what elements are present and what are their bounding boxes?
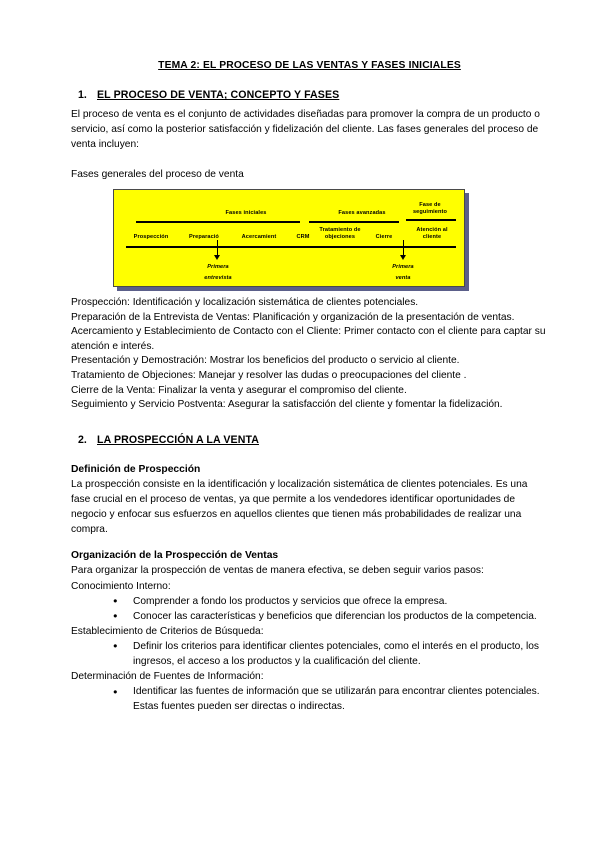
- group-rule-avanzadas: [309, 221, 399, 223]
- section-1-intro: El proceso de venta es el conjunto de actividades diseñadas para promover la compra de un producto o servicio, así como la posterior satisfacción y fidelización del cliente. Las fases generales del proceso de venta incluyen:: [71, 108, 540, 150]
- stage-label-prospeccion: Prospección: [133, 234, 169, 241]
- list-item: ● Conocer las características y beneficios que diferencian los productos de la competencia.: [113, 609, 548, 624]
- spacer: [71, 451, 548, 462]
- stage-label-preparacion: Preparació: [189, 234, 219, 241]
- group-label-fases-avanzadas: Fases avanzadas: [338, 210, 386, 217]
- phase-description: Preparación de la Entrevista de Ventas: Planificación y organización de la presentación de ventas.: [71, 311, 515, 323]
- axis-tick-2: [403, 240, 404, 247]
- section-title-2: LA PROSPECCIÓN A LA VENTA: [97, 433, 259, 446]
- milestone-arrow-1-head: [214, 255, 220, 260]
- subheading-organizacion-prospeccion: Organización de la Prospección de Ventas: [71, 550, 279, 562]
- page-title: TEMA 2: EL PROCESO DE LAS VENTAS Y FASES INICIALES: [158, 60, 461, 71]
- figure-canvas: [113, 189, 465, 287]
- list-item: ● Comprender a fondo los productos y servicios que ofrece la empresa.: [113, 594, 548, 609]
- milestone-2-line2: venta: [395, 275, 411, 282]
- list-item: ● Definir los criterios para identificar clientes potenciales, como el interés en el producto, los ingresos, el acceso a los productos y la cualificación del cliente.: [113, 639, 548, 669]
- phase-description: Cierre de la Venta: Finalizar la venta y asegurar el compromiso del cliente.: [71, 384, 407, 396]
- step-label-conocimiento-interno: Conocimiento Interno:: [71, 580, 171, 592]
- phase-description: Acercamiento y Establecimiento de Contacto con el Cliente: Primer contacto con el cliente para captar su atención e interés.: [71, 326, 546, 352]
- sales-process-figure: [113, 189, 465, 287]
- section-number-1: 1.: [78, 89, 87, 102]
- body-organizacion-prospeccion: Para organizar la prospección de ventas de manera efectiva, se deben seguir varios pasos:: [71, 565, 484, 577]
- phase-description: Prospección: Identificación y localización sistemática de clientes potenciales.: [71, 297, 419, 309]
- figure-caption: Fases generales del proceso de venta: [71, 168, 244, 180]
- section-number-2: 2.: [78, 433, 87, 446]
- milestone-1-line2: entrevista: [204, 275, 232, 282]
- body-definicion-prospeccion: La prospección consiste en la identificación y localización sistemática de clientes potenciales. Es una fase crucial en el proceso de ventas, ya que permite a los vendedores identificar oportunidades de negocio y enfocar sus esfuerzos en aquellos clientes que tienen más probabilidades de realizar una compra.: [71, 479, 528, 536]
- spacer: [71, 152, 548, 167]
- milestone-1-line1: Primera: [207, 264, 229, 271]
- group-rule-seguimiento: [406, 219, 456, 221]
- stage-label-crm: CRM: [296, 234, 310, 241]
- bullet-list-fuentes-informacion: [71, 684, 548, 714]
- milestone-2-line1: Primera: [392, 264, 414, 271]
- bullet-list-conocimiento-interno: [71, 594, 548, 624]
- phase-description: Presentación y Demostración: Mostrar los beneficios del producto o servicio al cliente.: [71, 355, 460, 367]
- bullet-list-criterios-busqueda: [71, 639, 548, 669]
- group-rule-iniciales: [136, 221, 300, 223]
- list-item: ● Identificar las fuentes de información que se utilizarán para encontrar clientes potenciales. Estas fuentes pueden ser directas o indirectas.: [113, 684, 548, 714]
- milestone-arrow-2-head: [400, 255, 406, 260]
- section-heading-2: [71, 433, 548, 447]
- stage-label-tratamiento-objeciones: Tratamiento de objeciones: [319, 227, 361, 241]
- phase-description: Tratamiento de Objeciones: Manejar y resolver las dudas o preocupaciones del cliente .: [71, 369, 467, 381]
- phase-description: Seguimiento y Servicio Postventa: Asegurar la satisfacción del cliente y fomentar la fidelización.: [71, 399, 503, 411]
- stage-label-cierre: Cierre: [375, 234, 393, 241]
- step-label-criterios-busqueda: Establecimiento de Criterios de Búsqueda:: [71, 625, 264, 637]
- stage-label-atencion-cliente: Atención al cliente: [416, 227, 448, 241]
- spacer: [71, 413, 548, 433]
- spacer: [71, 537, 548, 548]
- section-heading-1: [71, 88, 548, 102]
- subheading-definicion-prospeccion: Definición de Prospección: [71, 464, 201, 476]
- step-label-fuentes-informacion: Determinación de Fuentes de Información:: [71, 671, 264, 683]
- timeline-axis: [126, 246, 456, 248]
- section-title-1: EL PROCESO DE VENTA; CONCEPTO Y FASES: [97, 89, 340, 102]
- group-label-fases-iniciales: Fases iniciales: [225, 210, 267, 217]
- axis-tick-1: [217, 240, 218, 247]
- stage-label-acercamiento: Acercamient: [241, 234, 277, 241]
- group-label-fase-seguimiento: Fase de seguimiento: [412, 202, 448, 216]
